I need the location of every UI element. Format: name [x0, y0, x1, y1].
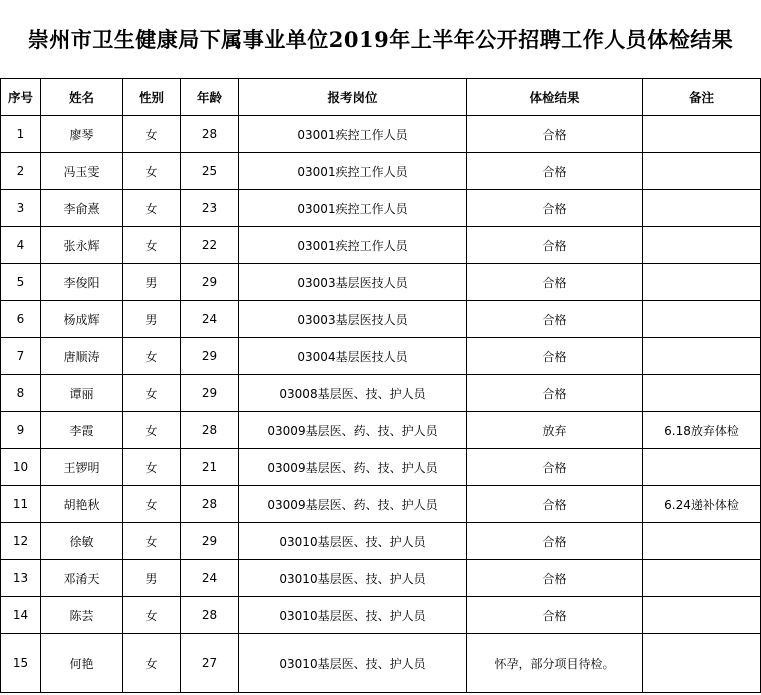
cell-position: 03004基层医技人员	[239, 338, 467, 375]
cell-note	[643, 190, 761, 227]
cell-note	[643, 560, 761, 597]
cell-number: 11	[1, 486, 41, 523]
cell-position: 03010基层医、技、护人员	[239, 523, 467, 560]
table-row	[1, 116, 761, 153]
cell-result: 合格	[467, 153, 643, 190]
results-table	[0, 78, 761, 693]
cell-number: 9	[1, 412, 41, 449]
cell-number: 2	[1, 153, 41, 190]
cell-age: 29	[181, 338, 239, 375]
cell-age: 27	[181, 634, 239, 693]
page-title: 崇州市卫生健康局下属事业单位2019年上半年公开招聘工作人员体检结果	[27, 27, 734, 52]
cell-gender: 女	[123, 634, 181, 693]
cell-note	[643, 634, 761, 693]
column-header: 体检结果	[467, 79, 643, 116]
cell-position: 03009基层医、药、技、护人员	[239, 449, 467, 486]
cell-name: 李俞熹	[41, 190, 123, 227]
cell-gender: 男	[123, 560, 181, 597]
table-row	[1, 449, 761, 486]
cell-name: 陈芸	[41, 597, 123, 634]
cell-age: 22	[181, 227, 239, 264]
cell-position: 03008基层医、技、护人员	[239, 375, 467, 412]
cell-gender: 女	[123, 227, 181, 264]
table-row	[1, 597, 761, 634]
column-header: 姓名	[41, 79, 123, 116]
cell-gender: 女	[123, 116, 181, 153]
table-row	[1, 338, 761, 375]
cell-age: 25	[181, 153, 239, 190]
column-header: 性别	[123, 79, 181, 116]
table-row	[1, 560, 761, 597]
cell-position: 03010基层医、技、护人员	[239, 634, 467, 693]
cell-note	[643, 375, 761, 412]
table-row	[1, 375, 761, 412]
cell-gender: 女	[123, 486, 181, 523]
cell-age: 29	[181, 375, 239, 412]
cell-gender: 女	[123, 153, 181, 190]
cell-name: 徐敏	[41, 523, 123, 560]
cell-note	[643, 449, 761, 486]
cell-name: 张永辉	[41, 227, 123, 264]
column-header: 备注	[643, 79, 761, 116]
cell-gender: 女	[123, 375, 181, 412]
cell-result: 合格	[467, 449, 643, 486]
cell-result: 合格	[467, 116, 643, 153]
cell-result: 合格	[467, 227, 643, 264]
cell-age: 28	[181, 486, 239, 523]
cell-note	[643, 523, 761, 560]
cell-name: 王锣明	[41, 449, 123, 486]
cell-note	[643, 597, 761, 634]
cell-age: 21	[181, 449, 239, 486]
cell-note	[643, 227, 761, 264]
cell-position: 03003基层医技人员	[239, 264, 467, 301]
cell-name: 胡艳秋	[41, 486, 123, 523]
cell-result: 合格	[467, 560, 643, 597]
cell-position: 03001疾控工作人员	[239, 116, 467, 153]
table-row	[1, 523, 761, 560]
cell-number: 5	[1, 264, 41, 301]
cell-position: 03009基层医、药、技、护人员	[239, 486, 467, 523]
cell-number: 4	[1, 227, 41, 264]
cell-result: 合格	[467, 486, 643, 523]
cell-number: 7	[1, 338, 41, 375]
cell-note	[643, 301, 761, 338]
cell-name: 杨成辉	[41, 301, 123, 338]
cell-name: 冯玉雯	[41, 153, 123, 190]
cell-name: 何艳	[41, 634, 123, 693]
cell-gender: 男	[123, 301, 181, 338]
cell-position: 03001疾控工作人员	[239, 153, 467, 190]
cell-number: 8	[1, 375, 41, 412]
cell-result: 合格	[467, 338, 643, 375]
cell-name: 李霞	[41, 412, 123, 449]
cell-result: 合格	[467, 375, 643, 412]
cell-result: 合格	[467, 190, 643, 227]
cell-age: 24	[181, 301, 239, 338]
cell-name: 廖琴	[41, 116, 123, 153]
cell-name: 邓淆天	[41, 560, 123, 597]
cell-number: 1	[1, 116, 41, 153]
column-header: 报考岗位	[239, 79, 467, 116]
cell-position: 03010基层医、技、护人员	[239, 597, 467, 634]
table-row	[1, 486, 761, 523]
cell-position: 03001疾控工作人员	[239, 190, 467, 227]
cell-note	[643, 264, 761, 301]
cell-age: 28	[181, 597, 239, 634]
cell-number: 10	[1, 449, 41, 486]
cell-age: 28	[181, 116, 239, 153]
cell-age: 29	[181, 523, 239, 560]
cell-note	[643, 116, 761, 153]
cell-result: 合格	[467, 597, 643, 634]
cell-age: 23	[181, 190, 239, 227]
cell-position: 03010基层医、技、护人员	[239, 560, 467, 597]
cell-name: 谭丽	[41, 375, 123, 412]
cell-gender: 女	[123, 190, 181, 227]
cell-age: 24	[181, 560, 239, 597]
cell-note	[643, 153, 761, 190]
cell-name: 李俊阳	[41, 264, 123, 301]
table-row	[1, 190, 761, 227]
cell-number: 13	[1, 560, 41, 597]
cell-gender: 女	[123, 523, 181, 560]
cell-note: 6.24递补体检	[643, 486, 761, 523]
table-row	[1, 264, 761, 301]
cell-result: 合格	[467, 301, 643, 338]
cell-position: 03003基层医技人员	[239, 301, 467, 338]
cell-number: 15	[1, 634, 41, 693]
cell-number: 3	[1, 190, 41, 227]
cell-note: 6.18放弃体检	[643, 412, 761, 449]
cell-gender: 女	[123, 597, 181, 634]
header-row	[1, 79, 761, 116]
cell-gender: 男	[123, 264, 181, 301]
column-header: 序号	[1, 79, 41, 116]
cell-result: 合格	[467, 523, 643, 560]
cell-position: 03001疾控工作人员	[239, 227, 467, 264]
cell-gender: 女	[123, 449, 181, 486]
cell-result: 放弃	[467, 412, 643, 449]
table-row	[1, 634, 761, 693]
cell-name: 唐顺涛	[41, 338, 123, 375]
cell-number: 6	[1, 301, 41, 338]
table-row	[1, 412, 761, 449]
table-row	[1, 227, 761, 264]
cell-age: 28	[181, 412, 239, 449]
cell-gender: 女	[123, 338, 181, 375]
cell-gender: 女	[123, 412, 181, 449]
cell-position: 03009基层医、药、技、护人员	[239, 412, 467, 449]
cell-result: 合格	[467, 264, 643, 301]
cell-age: 29	[181, 264, 239, 301]
cell-number: 12	[1, 523, 41, 560]
cell-note	[643, 338, 761, 375]
column-header: 年龄	[181, 79, 239, 116]
cell-number: 14	[1, 597, 41, 634]
table-row	[1, 153, 761, 190]
cell-result: 怀孕，部分项目待检。	[467, 634, 643, 693]
table-row	[1, 301, 761, 338]
